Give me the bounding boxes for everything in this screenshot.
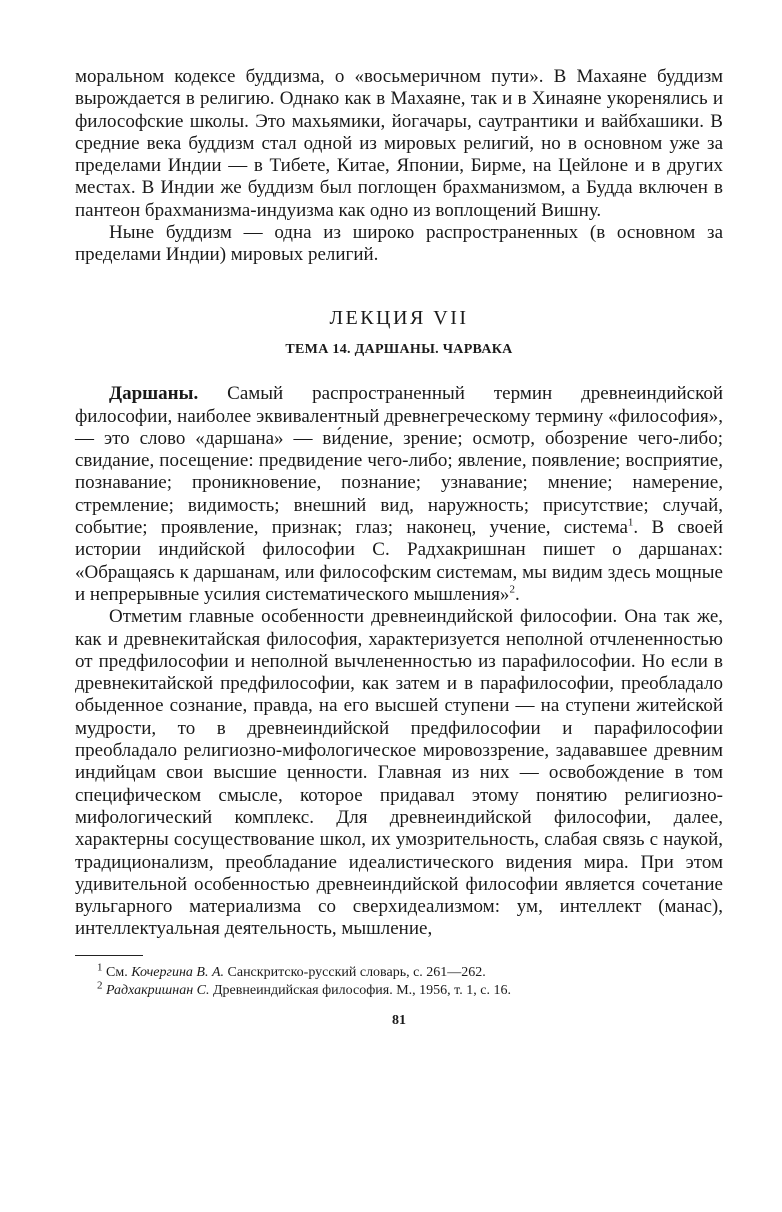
footnote-divider <box>75 955 143 956</box>
footnote-prefix: См. <box>106 964 128 980</box>
book-page <box>75 66 723 1032</box>
footnote-2 <box>75 979 723 1000</box>
theme-heading: ТЕМА 14. ДАРШАНЫ. ЧАРВАКА <box>285 341 513 357</box>
footnote-source: Санскритско-русский словарь, с. 261—262. <box>227 964 486 980</box>
paragraph-darshan <box>75 383 723 606</box>
paragraph-darshan-text-b: . В своей истории индийской философии С. Радхакришнан пишет о даршанах: «Обращаясь к даршанам, или философским системам, мы видим здесь мощные и непрерывные усилия систематического мышления» <box>75 517 723 605</box>
section-lead: Даршаны. <box>109 383 199 405</box>
footnote-ref-2: 2 <box>509 583 515 596</box>
footnote-source: Древнеиндийская философия. М., 1956, т. 1, с. 16. <box>212 982 511 998</box>
lecture-heading: ЛЕКЦИЯ VII <box>329 306 469 329</box>
footnote-author: Радхакришнан С. <box>106 982 210 998</box>
footnote-mark: 2 <box>97 979 103 992</box>
paragraph-darshan-text-c: . <box>514 583 520 605</box>
section-spacer <box>75 361 723 383</box>
paragraph-features: Отметим главные особенности древнеиндийской философии. Она так же, как и древнекитайская философия, характеризуется неполной отчлененностью от предфилософии и неполной вычлененностью из парафилософии. Но если в древнекитайской предфилософии, как затем и в парафилософии, преобладало обыденное сознание, правда, на его высшей ступени — на ступени житейской мудрости, то в древнеиндийской предфилософии и парафилософии преобладало религиозно-мифологическое мировоззрение, задававшее древним индийцам свои высшие ценности. Главная из них — освобождение в том специфическом смысле, которое придавал этому понятию религиозно-мифологический комплекс. Для древнеиндийской философии, далее, характерны сосуществование школ, их умозрительность, слабая связь с наукой, традиционализм, преобладание идеалистического видения мира. При этом удивительной особенностью древнеиндийской философии является сочетание вульгарного материализма со сверхидеализмом: ум, интеллект (манас), интеллектуальная деятельность, мышление, <box>75 606 723 940</box>
paragraph-buddhism-today: Ныне буддизм — одна из широко распространенных (в основном за пределами Индии) мировых религий. <box>75 222 723 266</box>
paragraph-continued: моральном кодексе буддизма, о «восьмеричном пути». В Махаяне буддизм вырождается в религию. Однако как в Махаяне, так и в Хинаяне укоренялись и философские школы. Это махьямики, йогачары, саутрантики и вайбхашики. В средние века буддизм стал одной из мировых религий, но в основном уже за пределами Индии — в Тибете, Китае, Японии, Бирме, на Цейлоне и в других местах. В Индии же буддизм был поглощен брахманизмом, а Будда включен в пантеон брахманизма-индуизма как одно из воплощений Вишну. <box>75 66 723 221</box>
footnote-author: Кочергина В. А. <box>131 964 225 980</box>
footnotes <box>75 961 723 1000</box>
footnote-1 <box>75 961 723 982</box>
footnote-mark: 1 <box>97 961 103 974</box>
footnote-ref-1: 1 <box>627 516 634 529</box>
paragraph-darshan-text-a: Самый распространенный термин древнеиндийской философии, наиболее эквивалентный древнегреческому термину «философия»,— это слово «даршана» — ви́дение, зрение; осмотр, обозрение чего-либо; свидание, посещение: предвидение чего-либо; явление, появление; восприятие, познавание; проникновение, познание; узнавание; мнение; намерение, стремление; видимость; внешний вид, наружность; присутствие; случай, событие; проявление, признак; глаз; наконец, учение, система <box>75 383 723 539</box>
page-number: 81 <box>392 1012 406 1028</box>
